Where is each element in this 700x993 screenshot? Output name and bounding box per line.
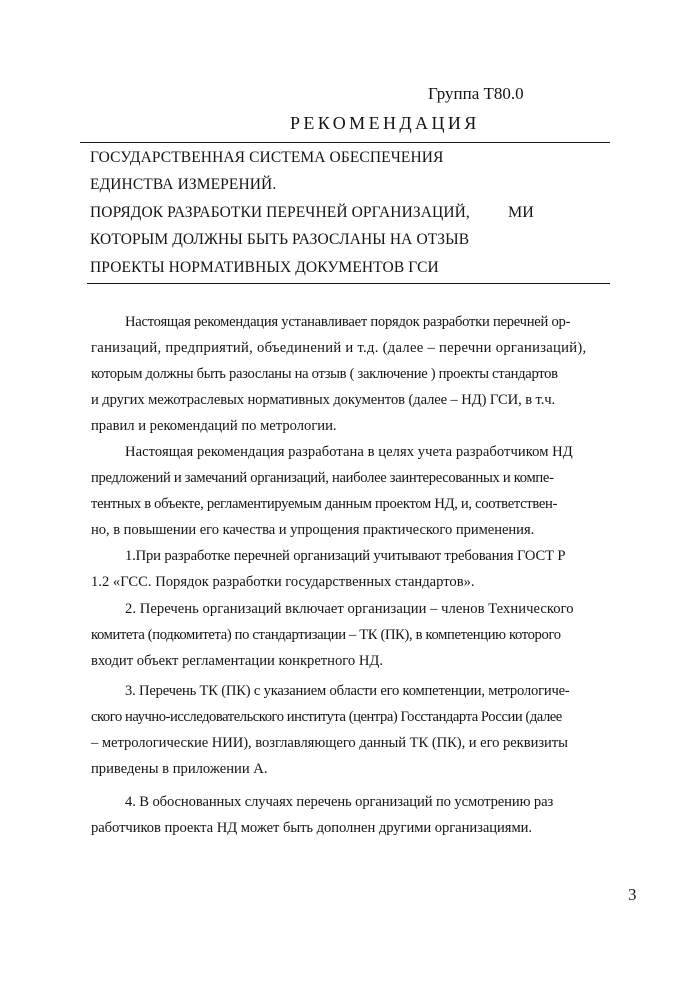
title-line: ПОРЯДОК РАЗРАБОТКИ ПЕРЕЧНЕЙ ОРГАНИЗАЦИЙ,: [90, 204, 470, 221]
body-line: и других межотраслевых нормативных документов (далее – НД) ГСИ, в т.ч.: [91, 392, 556, 408]
body-line: работчиков проекта НД может быть дополнен другими организациями.: [91, 820, 532, 836]
body-line: 1.При разработке перечней организаций учитывают требования ГОСТ Р: [125, 548, 566, 564]
body-line: правил и рекомендаций по метрологии.: [91, 418, 337, 434]
body-line: комитета (подкомитета) по стандартизации – ТК (ПК), в компетенцию которого: [91, 627, 561, 643]
document-type-heading: РЕКОМЕНДАЦИЯ: [290, 113, 480, 133]
body-line: которым должны быть разосланы на отзыв ( заключение ) проекты стандартов: [91, 366, 558, 382]
body-line: 1.2 «ГСС. Порядок разработки государственных стандартов».: [91, 574, 475, 590]
body-line: Настоящая рекомендация устанавливает порядок разработки перечней ор-: [125, 314, 571, 330]
body-line: ганизаций, предприятий, объединений и т.д. (далее – перечни организаций),: [91, 340, 587, 356]
title-rule-top: [80, 142, 610, 143]
document-code: МИ: [508, 204, 534, 221]
body-line: приведены в приложении А.: [91, 761, 268, 777]
body-line: 3. Перечень ТК (ПК) с указанием области его компетенции, метрологиче-: [125, 683, 570, 699]
body-line: предложений и замечаний организаций, наиболее заинтересованных и компе-: [91, 470, 554, 486]
page-number: 3: [628, 885, 637, 904]
title-line: ГОСУДАРСТВЕННАЯ СИСТЕМА ОБЕСПЕЧЕНИЯ: [90, 149, 444, 166]
body-line: но, в повышении его качества и упрощения практического применения.: [91, 522, 535, 538]
body-line: Настоящая рекомендация разработана в целях учета разработчиком НД: [125, 444, 573, 460]
title-line: ЕДИНСТВА ИЗМЕРЕНИЙ.: [90, 176, 277, 193]
body-line: – метрологические НИИ), возглавляющего данный ТК (ПК), и его реквизиты: [91, 735, 568, 751]
body-line: входит объект регламентации конкретного НД.: [91, 653, 384, 669]
body-line: тентных в объекте, регламентируемым данным проектом НД, и, соответствен-: [91, 496, 558, 512]
body-line: ского научно-исследовательского института (центра) Госстандарта России (далее: [91, 709, 562, 725]
body-line: 2. Перечень организаций включает организации – членов Технического: [125, 601, 574, 617]
title-line: ПРОЕКТЫ НОРМАТИВНЫХ ДОКУМЕНТОВ ГСИ: [90, 259, 439, 276]
title-rule-bottom: [87, 283, 610, 284]
group-label: Группа Т80.0: [428, 84, 524, 103]
title-line: КОТОРЫМ ДОЛЖНЫ БЫТЬ РАЗОСЛАНЫ НА ОТЗЫВ: [90, 231, 470, 248]
body-line: 4. В обоснованных случаях перечень организаций по усмотрению раз: [125, 794, 554, 810]
